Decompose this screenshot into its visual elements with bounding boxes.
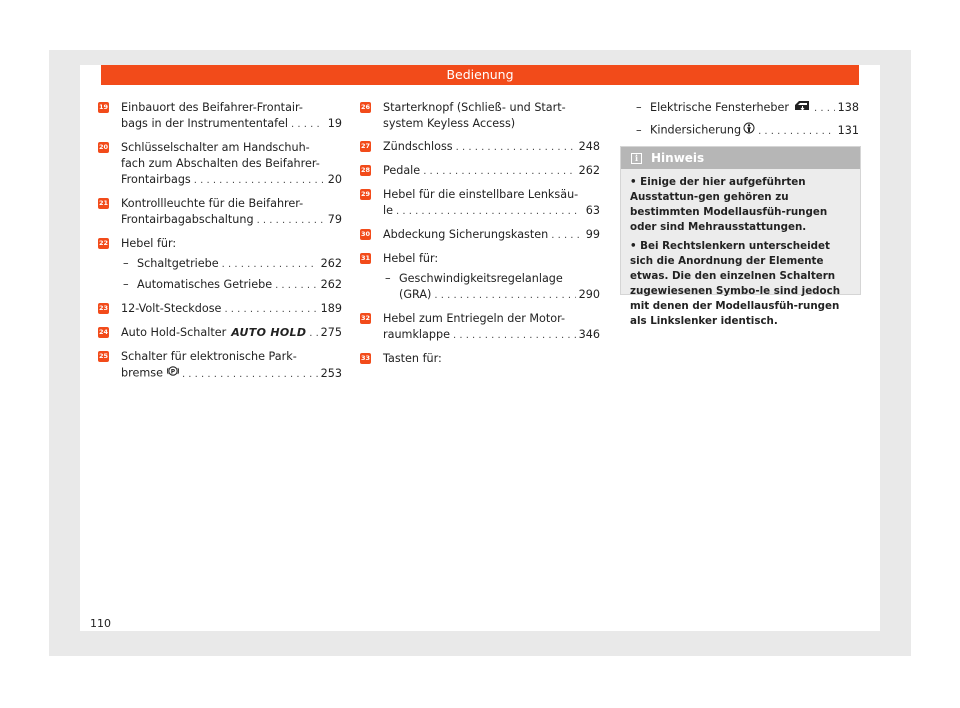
entry-number: 29 bbox=[360, 190, 371, 198]
entry-text: le bbox=[383, 204, 393, 217]
entry-text: Pedale bbox=[383, 164, 421, 177]
info-icon: i bbox=[631, 153, 642, 164]
hint-item: • Bei Rechtslenkern unterscheidet sich die Anordnung der Elemente etwas. Die den einzelnen Schaltern zugewiesenen Symbo-le sind jedoch mit denen der Modellausfüh-rungen als Linkslenker identisch. bbox=[630, 240, 841, 327]
index-entry bbox=[360, 139, 600, 156]
hint-item-text: Bei Rechtslenkern unterscheidet sich die Anordnung der Elemente etwas. Die den einzelnen Schaltern zugewiesenen Symbo-le sind jedoch mit denen der Modellausfüh-rungen als Linkslenker identisch. bbox=[630, 240, 841, 327]
entry-text: fach zum Abschalten des Beifahrer- bbox=[121, 157, 320, 170]
sub-entry-text: Schaltgetriebe bbox=[137, 257, 219, 270]
entry-text: Hebel für die einstellbare Lenksäu- bbox=[383, 188, 579, 201]
leader-dots bbox=[814, 100, 835, 117]
hint-box bbox=[620, 146, 861, 327]
hint-item-text: Einige der hier aufgeführten Ausstattun-gen gehören zu bestimmten Modellausfüh-rungen oder sind Mehrausstattungen. bbox=[630, 176, 828, 233]
index-entry bbox=[360, 351, 600, 367]
sub-entry-text: Automatisches Getriebe bbox=[137, 278, 273, 291]
hint-body bbox=[621, 169, 860, 329]
leader-dots bbox=[423, 163, 575, 180]
entry-line bbox=[121, 172, 342, 189]
entry-line bbox=[383, 327, 600, 344]
index-entry bbox=[98, 236, 342, 294]
page-ref[interactable]: 79 bbox=[327, 213, 342, 226]
index-entry bbox=[98, 349, 342, 383]
entry-text: Frontairbagabschaltung bbox=[121, 213, 254, 226]
section-header: Bedienung bbox=[101, 65, 859, 85]
entry-number: 23 bbox=[98, 304, 109, 312]
entry-heading: Tasten für: bbox=[383, 352, 442, 365]
entry-text: Auto Hold-Schalter bbox=[121, 326, 227, 339]
entry-number: 21 bbox=[98, 199, 109, 207]
entry-line bbox=[121, 325, 342, 342]
page-ref[interactable]: 20 bbox=[327, 173, 342, 186]
leader-dots bbox=[456, 139, 576, 156]
entry-line bbox=[121, 301, 342, 318]
entry-line bbox=[121, 212, 342, 229]
entry-number: 19 bbox=[98, 103, 109, 111]
sub-entry-text: Geschwindigkeitsregelanlage bbox=[399, 272, 563, 285]
auto-hold-badge: AUTO HOLD bbox=[231, 326, 307, 339]
index-entry bbox=[98, 196, 342, 229]
entry-text: Abdeckung Sicherungskasten bbox=[383, 228, 549, 241]
index-entry bbox=[360, 187, 600, 220]
entry-heading: Hebel für: bbox=[383, 252, 439, 265]
index-entry bbox=[360, 311, 600, 344]
page-ref[interactable]: 290 bbox=[578, 288, 600, 301]
leader-dots bbox=[182, 366, 318, 383]
entry-number: 31 bbox=[360, 254, 371, 262]
entry-line bbox=[383, 163, 600, 180]
entry-text: raumklappe bbox=[383, 328, 450, 341]
entry-text: Zündschloss bbox=[383, 140, 453, 153]
page-ref[interactable]: 248 bbox=[578, 140, 600, 153]
child-lock-icon bbox=[743, 122, 755, 139]
leader-dots bbox=[291, 116, 323, 133]
entry-number: 22 bbox=[98, 239, 109, 247]
index-entry bbox=[360, 251, 600, 304]
entry-text: Starterknopf (Schließ- und Start- bbox=[383, 101, 566, 114]
entry-heading: Hebel für: bbox=[121, 237, 177, 250]
page-ref[interactable]: 346 bbox=[578, 328, 600, 341]
entry-number: 27 bbox=[360, 142, 371, 150]
sub-entry: – Automatisches Getriebe . . . 262 bbox=[121, 277, 342, 294]
sub-entry-text: Kindersicherung bbox=[650, 123, 742, 137]
index-column-3 bbox=[636, 100, 859, 140]
sub-entry: – Geschwindigkeitsregelanlage bbox=[385, 272, 563, 285]
index-entry bbox=[360, 100, 600, 132]
svg-text:P: P bbox=[170, 368, 176, 376]
leader-dots bbox=[194, 172, 323, 189]
index-column-2 bbox=[360, 100, 600, 374]
entry-number: 26 bbox=[360, 103, 371, 111]
leader-dots bbox=[222, 256, 318, 273]
entry-text: Schlüsselschalter am Handschuh- bbox=[121, 141, 310, 154]
entry-number: 20 bbox=[98, 143, 109, 151]
leader-dots bbox=[434, 287, 575, 304]
parking-brake-icon bbox=[167, 365, 179, 382]
entry-text: Einbauort des Beifahrer-Frontair- bbox=[121, 101, 303, 114]
entry-text: Hebel zum Entriegeln der Motor- bbox=[383, 312, 566, 325]
entry-number: 25 bbox=[98, 352, 109, 360]
sub-entry-text: (GRA) bbox=[399, 288, 432, 301]
index-column-1 bbox=[98, 100, 342, 390]
hint-header bbox=[621, 147, 860, 169]
page-ref[interactable]: 63 bbox=[585, 204, 600, 217]
page-ref[interactable]: 275 bbox=[320, 326, 342, 339]
page-ref[interactable]: 189 bbox=[320, 302, 342, 315]
sub-entry: – Elektrische Fensterheber . . . 138 bbox=[636, 100, 859, 117]
entry-line bbox=[383, 139, 600, 156]
window-lifter-icon bbox=[793, 100, 811, 116]
page-number: 110 bbox=[90, 617, 111, 630]
sub-entry: – Kindersicherung . . . 131 bbox=[636, 122, 859, 140]
entry-line bbox=[121, 116, 342, 133]
index-entry bbox=[98, 100, 342, 133]
page-ref[interactable]: 19 bbox=[327, 117, 342, 130]
page-ref[interactable]: 138 bbox=[837, 101, 859, 114]
leader-dots bbox=[224, 301, 317, 318]
index-entry bbox=[98, 301, 342, 318]
page-ref[interactable]: 262 bbox=[320, 257, 342, 270]
index-entry bbox=[360, 163, 600, 180]
leader-dots bbox=[257, 212, 323, 229]
page-ref[interactable]: 99 bbox=[585, 228, 600, 241]
leader-dots bbox=[275, 277, 318, 294]
entry-text: 12-Volt-Steckdose bbox=[121, 302, 222, 315]
page-ref[interactable]: 253 bbox=[320, 366, 342, 380]
index-entry bbox=[360, 227, 600, 244]
hint-title: Hinweis bbox=[651, 151, 705, 165]
hint-item: • Einige der hier aufgeführten Ausstattun-gen gehören zu bestimmten Modellausfüh-rungen oder sind Mehrausstattungen. bbox=[630, 176, 828, 233]
sub-entry: – Schaltgetriebe . . . 262 bbox=[121, 256, 342, 273]
entry-number: 28 bbox=[360, 166, 371, 174]
page-ref[interactable]: 131 bbox=[837, 123, 859, 137]
entry-line bbox=[383, 227, 600, 244]
page-ref[interactable]: 262 bbox=[320, 278, 342, 291]
sub-entry-line bbox=[383, 287, 600, 304]
leader-dots bbox=[551, 227, 581, 244]
entry-text: Schalter für elektronische Park- bbox=[121, 350, 297, 363]
entry-text: bremse bbox=[121, 366, 163, 380]
entry-text: bags in der Instrumententafel bbox=[121, 117, 289, 130]
entry-line bbox=[383, 203, 600, 220]
entry-number: 24 bbox=[98, 328, 109, 336]
index-entry bbox=[98, 325, 342, 342]
index-entry bbox=[98, 140, 342, 189]
entry-line bbox=[121, 365, 342, 383]
leader-dots bbox=[396, 203, 581, 220]
entry-number: 32 bbox=[360, 314, 371, 322]
entry-text: Frontairbags bbox=[121, 173, 191, 186]
leader-dots bbox=[453, 327, 576, 344]
sub-entry-text: Elektrische Fensterheber bbox=[650, 101, 789, 114]
page-ref[interactable]: 262 bbox=[578, 164, 600, 177]
entry-number: 33 bbox=[360, 354, 371, 362]
entry-text: Kontrollleuchte für die Beifahrer- bbox=[121, 197, 304, 210]
entry-text: system Keyless Access) bbox=[383, 117, 516, 130]
entry-number: 30 bbox=[360, 230, 371, 238]
leader-dots bbox=[309, 325, 317, 342]
leader-dots bbox=[758, 123, 835, 140]
